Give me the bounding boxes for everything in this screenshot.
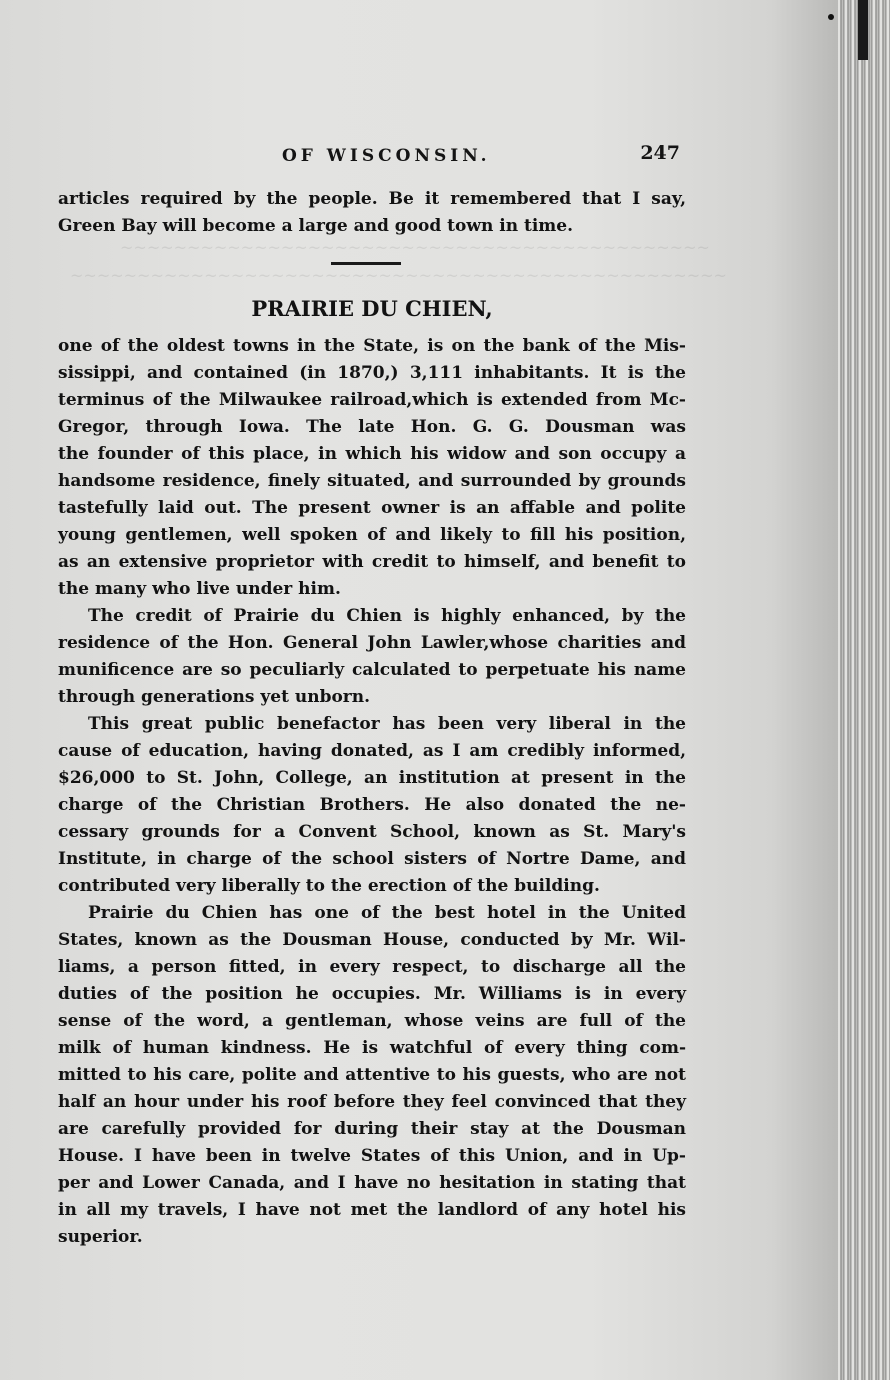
text-line: are carefully provided for during their stay at the Dousman <box>58 1119 686 1139</box>
paragraph-4 <box>58 900 686 1251</box>
text-line: charge of the Christian Brothers. He also donated the ne- <box>58 795 686 815</box>
text-line: one of the oldest towns in the State, is on the bank of the Mis- <box>58 336 686 356</box>
text-line: superior. <box>58 1227 143 1247</box>
text-line: the many who live under him. <box>58 579 341 599</box>
text-line: handsome residence, finely situated, and surrounded by grounds <box>58 471 686 491</box>
text-line: House. I have been in twelve States of this Union, and in Up- <box>58 1146 686 1166</box>
text-line: milk of human kindness. He is watchful of every thing com- <box>58 1038 686 1058</box>
text-line: sissippi, and contained (in 1870,) 3,111 inhabitants. It is the <box>58 363 686 383</box>
section-divider <box>331 262 401 265</box>
text-line: terminus of the Milwaukee railroad,which is extended from Mc- <box>58 390 686 410</box>
text-line: cause of education, having donated, as I am credibly informed, <box>58 741 686 761</box>
text-line: in all my travels, I have not met the landlord of any hotel his <box>58 1200 686 1220</box>
text-line: sense of the word, a gentleman, whose veins are full of the <box>58 1011 686 1031</box>
spine-shadow <box>858 0 868 60</box>
text-line: contributed very liberally to the erection of the building. <box>58 876 600 896</box>
ink-spot <box>828 14 834 20</box>
text-line: Prairie du Chien has one of the best hotel in the United <box>88 903 686 923</box>
text-line: through generations yet unborn. <box>58 687 371 707</box>
text-line: The credit of Prairie du Chien is highly enhanced, by the <box>88 606 686 626</box>
text-line: States, known as the Dousman House, conducted by Mr. Wil- <box>58 930 686 950</box>
text-line: articles required by the people. Be it remembered that I say, <box>58 189 686 209</box>
text-line: half an hour under his roof before they feel convinced that they <box>58 1092 686 1112</box>
text-line: This great public benefactor has been very liberal in the <box>88 714 686 734</box>
text-line: tastefully laid out. The present owner is an affable and polite <box>58 498 686 518</box>
page-header <box>230 142 680 172</box>
paragraph-3 <box>58 711 686 900</box>
paragraph-1 <box>58 333 686 603</box>
text-line: liams, a person fitted, in every respect, to discharge all the <box>58 957 686 977</box>
running-head: OF WISCONSIN. <box>282 146 491 166</box>
text-line: young gentlemen, well spoken of and likely to fill his position, <box>58 525 686 545</box>
text-line: duties of the position he occupies. Mr. Williams is in every <box>58 984 686 1004</box>
text-line: munificence are so peculiarly calculated to perpetuate his name <box>58 660 686 680</box>
text-line: mitted to his care, polite and attentive to his guests, who are not <box>58 1065 686 1085</box>
page-number: 247 <box>640 142 680 164</box>
text-line: cessary grounds for a Convent School, known as St. Mary's <box>58 822 686 842</box>
text-line: $26,000 to St. John, College, an institution at present in the <box>58 768 686 788</box>
text-line: Green Bay will become a large and good town in time. <box>58 216 574 236</box>
book-spine <box>838 0 890 1380</box>
text-line: as an extensive proprietor with credit to himself, and benefit to <box>58 552 686 572</box>
paragraph-2 <box>58 603 686 711</box>
text-line: per and Lower Canada, and I have no hesitation in stating that <box>58 1173 686 1193</box>
text-line: the founder of this place, in which his widow and son occupy a <box>58 444 686 464</box>
text-line: Institute, in charge of the school sisters of Nortre Dame, and <box>58 849 686 869</box>
bleed-through: ~~~~~~~~~~~~~~~~~~~~~~~~~~~~~~~~~~~~~~~~~~~~~~~~~ <box>70 266 727 285</box>
section-heading: PRAIRIE DU CHIEN, <box>251 296 493 321</box>
intro-paragraph <box>58 186 686 240</box>
text-line: Gregor, through Iowa. The late Hon. G. G. Dousman was <box>58 417 686 437</box>
text-line: residence of the Hon. General John Lawler,whose charities and <box>58 633 686 653</box>
bleed-through: ~~~~~~~~~~~~~~~~~~~~~~~~~~~~~~~~~~~~~~~~~~~~ <box>120 238 710 257</box>
